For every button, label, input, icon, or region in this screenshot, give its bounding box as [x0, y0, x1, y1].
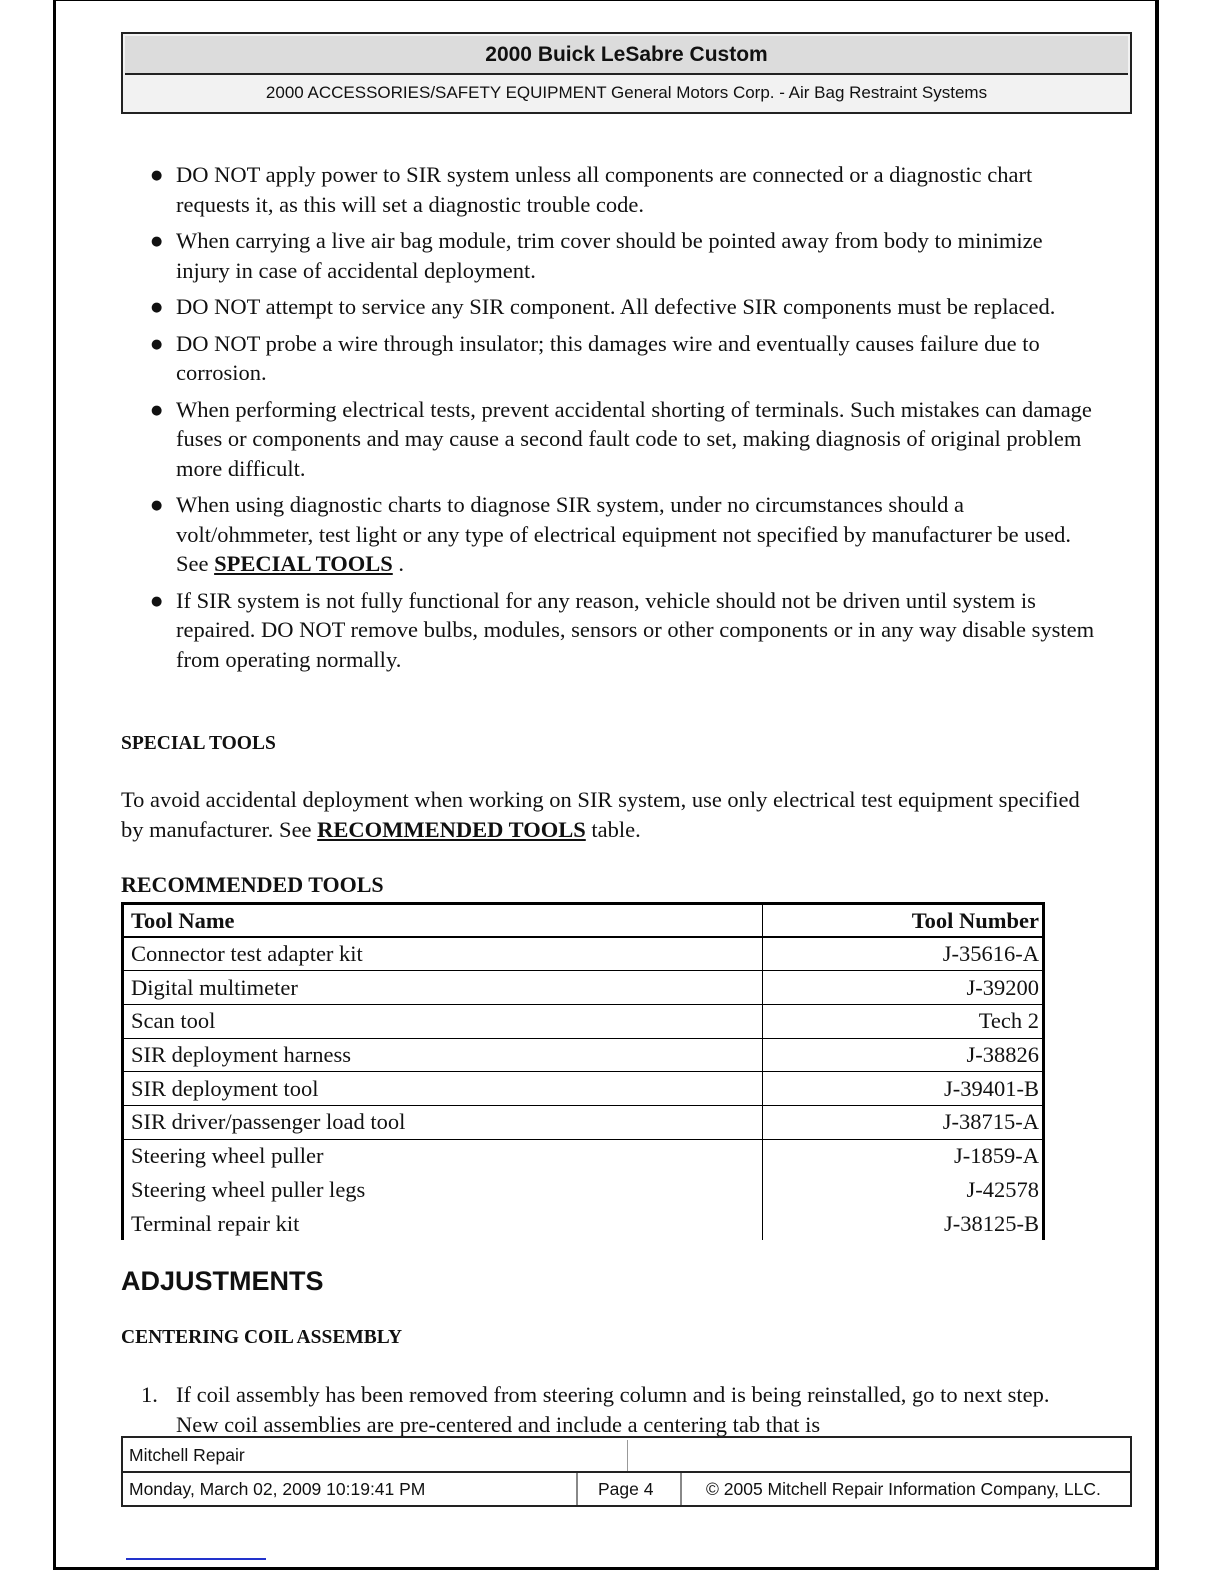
footer-divider: [576, 1473, 578, 1505]
special-tools-paragraph: [121, 785, 1081, 845]
column-header-tool-name: Tool Name: [123, 904, 763, 938]
tool-number-cell: J-1859-A: [763, 1139, 1044, 1173]
footer-copyright: © 2005 Mitchell Repair Information Company, LLC.: [706, 1479, 1101, 1499]
bullet-text: DO NOT apply power to SIR system unless all components are connected or a diagnostic chart requests it, as this will set a diagnostic trouble code.: [176, 162, 1033, 217]
section-subtitle: 2000 ACCESSORIES/SAFETY EQUIPMENT General Motors Corp. - Air Bag Restraint Systems: [265, 83, 988, 102]
footer-company: Mitchell Repair: [129, 1445, 245, 1465]
table-row: [123, 971, 1044, 1005]
tool-number-cell: J-42578: [763, 1173, 1044, 1207]
table-row: [123, 1106, 1044, 1140]
table-row: [123, 1139, 1044, 1173]
document-header: [121, 32, 1132, 114]
paragraph-text: To avoid accidental deployment when working on SIR system, use only electrical test equipment specified by manufacturer. See: [121, 787, 1080, 842]
list-item: [121, 226, 1101, 285]
list-item: [121, 292, 1101, 322]
adjustments-heading: ADJUSTMENTS: [121, 1266, 324, 1296]
tool-name-cell: Scan tool: [123, 1005, 763, 1039]
table-header-row: [123, 904, 1044, 938]
bullet-text: When carrying a live air bag module, trim cover should be pointed away from body to minimize injury in case of accidental deployment.: [176, 228, 1043, 283]
table-row: [123, 1072, 1044, 1106]
recommended-tools-link[interactable]: RECOMMENDED TOOLS: [317, 817, 586, 842]
list-item: [121, 586, 1101, 675]
document-footer: [121, 1436, 1132, 1507]
tool-name-cell: SIR deployment harness: [123, 1038, 763, 1072]
vehicle-title: 2000 Buick LeSabre Custom: [125, 36, 1128, 75]
footer-page-number: Page 4: [598, 1479, 654, 1499]
table-title: RECOMMENDED TOOLS: [121, 872, 384, 897]
list-item: [121, 329, 1101, 388]
tool-name-cell: Steering wheel puller legs: [123, 1173, 763, 1207]
tool-number-cell: J-39401-B: [763, 1072, 1044, 1106]
tool-name-cell: Steering wheel puller: [123, 1139, 763, 1173]
tool-name-cell: Terminal repair kit: [123, 1207, 763, 1241]
table-row: [123, 1038, 1044, 1072]
precautions-list: [121, 160, 1101, 681]
special-tools-link[interactable]: SPECIAL TOOLS: [214, 551, 393, 576]
footer-datetime: Monday, March 02, 2009 10:19:41 PM: [129, 1479, 426, 1499]
table-row: [123, 937, 1044, 971]
bullet-text: When using diagnostic charts to diagnose SIR system, under no circumstances should a volt/ohmmeter, test light or any type of electrical equipment not specified by manufacturer be used. See: [176, 492, 1072, 576]
step-number: 1.: [141, 1382, 158, 1407]
centering-coil-heading: CENTERING COIL ASSEMBLY: [121, 1327, 403, 1348]
tool-number-cell: J-39200: [763, 971, 1044, 1005]
tool-number-cell: J-38715-A: [763, 1106, 1044, 1140]
footer-divider: [680, 1473, 682, 1505]
step-item: [121, 1380, 1121, 1436]
table-row: [123, 1173, 1044, 1207]
recommended-tools-table: [121, 902, 1045, 1240]
footer-divider: [627, 1440, 628, 1471]
tool-number-cell: J-35616-A: [763, 937, 1044, 971]
tool-number-cell: Tech 2: [763, 1005, 1044, 1039]
tool-name-cell: Connector test adapter kit: [123, 937, 763, 971]
list-item: [121, 395, 1101, 484]
bullet-text: If SIR system is not fully functional for any reason, vehicle should not be driven until system is repaired. DO NOT remove bulbs, modules, sensors or other components or in any way disable system from operating normally.: [176, 587, 1095, 672]
tool-name-cell: Digital multimeter: [123, 971, 763, 1005]
tool-number-cell: J-38826: [763, 1038, 1044, 1072]
bullet-text: DO NOT attempt to service any SIR component. All defective SIR components must be replaced.: [176, 294, 1056, 319]
tool-number-cell: J-38125-B: [763, 1207, 1044, 1241]
footer-top-row: [123, 1438, 1130, 1473]
bullet-text-after: .: [392, 551, 405, 576]
column-header-tool-number: Tool Number: [763, 904, 1044, 938]
table-row: [123, 1005, 1044, 1039]
tool-name-cell: SIR driver/passenger load tool: [123, 1106, 763, 1140]
special-tools-heading: SPECIAL TOOLS: [121, 733, 276, 754]
list-item: [121, 160, 1101, 219]
list-item: [121, 490, 1101, 579]
bullet-text: When performing electrical tests, prevent accidental shorting of terminals. Such mistakes can damage fuses or components and may cause a second fault code to set, making diagnosis of original problem more difficult.: [176, 396, 1092, 481]
bullet-text: DO NOT probe a wire through insulator; this damages wire and eventually causes failure due to corrosion.: [176, 330, 1040, 385]
paragraph-text-after: table.: [585, 817, 641, 842]
tool-name-cell: SIR deployment tool: [123, 1072, 763, 1106]
table-row: [123, 1207, 1044, 1241]
page-link-underline: [126, 1558, 266, 1560]
footer-bottom-row: [123, 1473, 1130, 1505]
step-text: If coil assembly has been removed from steering column and is being reinstalled, go to next step. New coil assemblies are pre-centered and include a centering tab that is: [176, 1382, 1050, 1436]
